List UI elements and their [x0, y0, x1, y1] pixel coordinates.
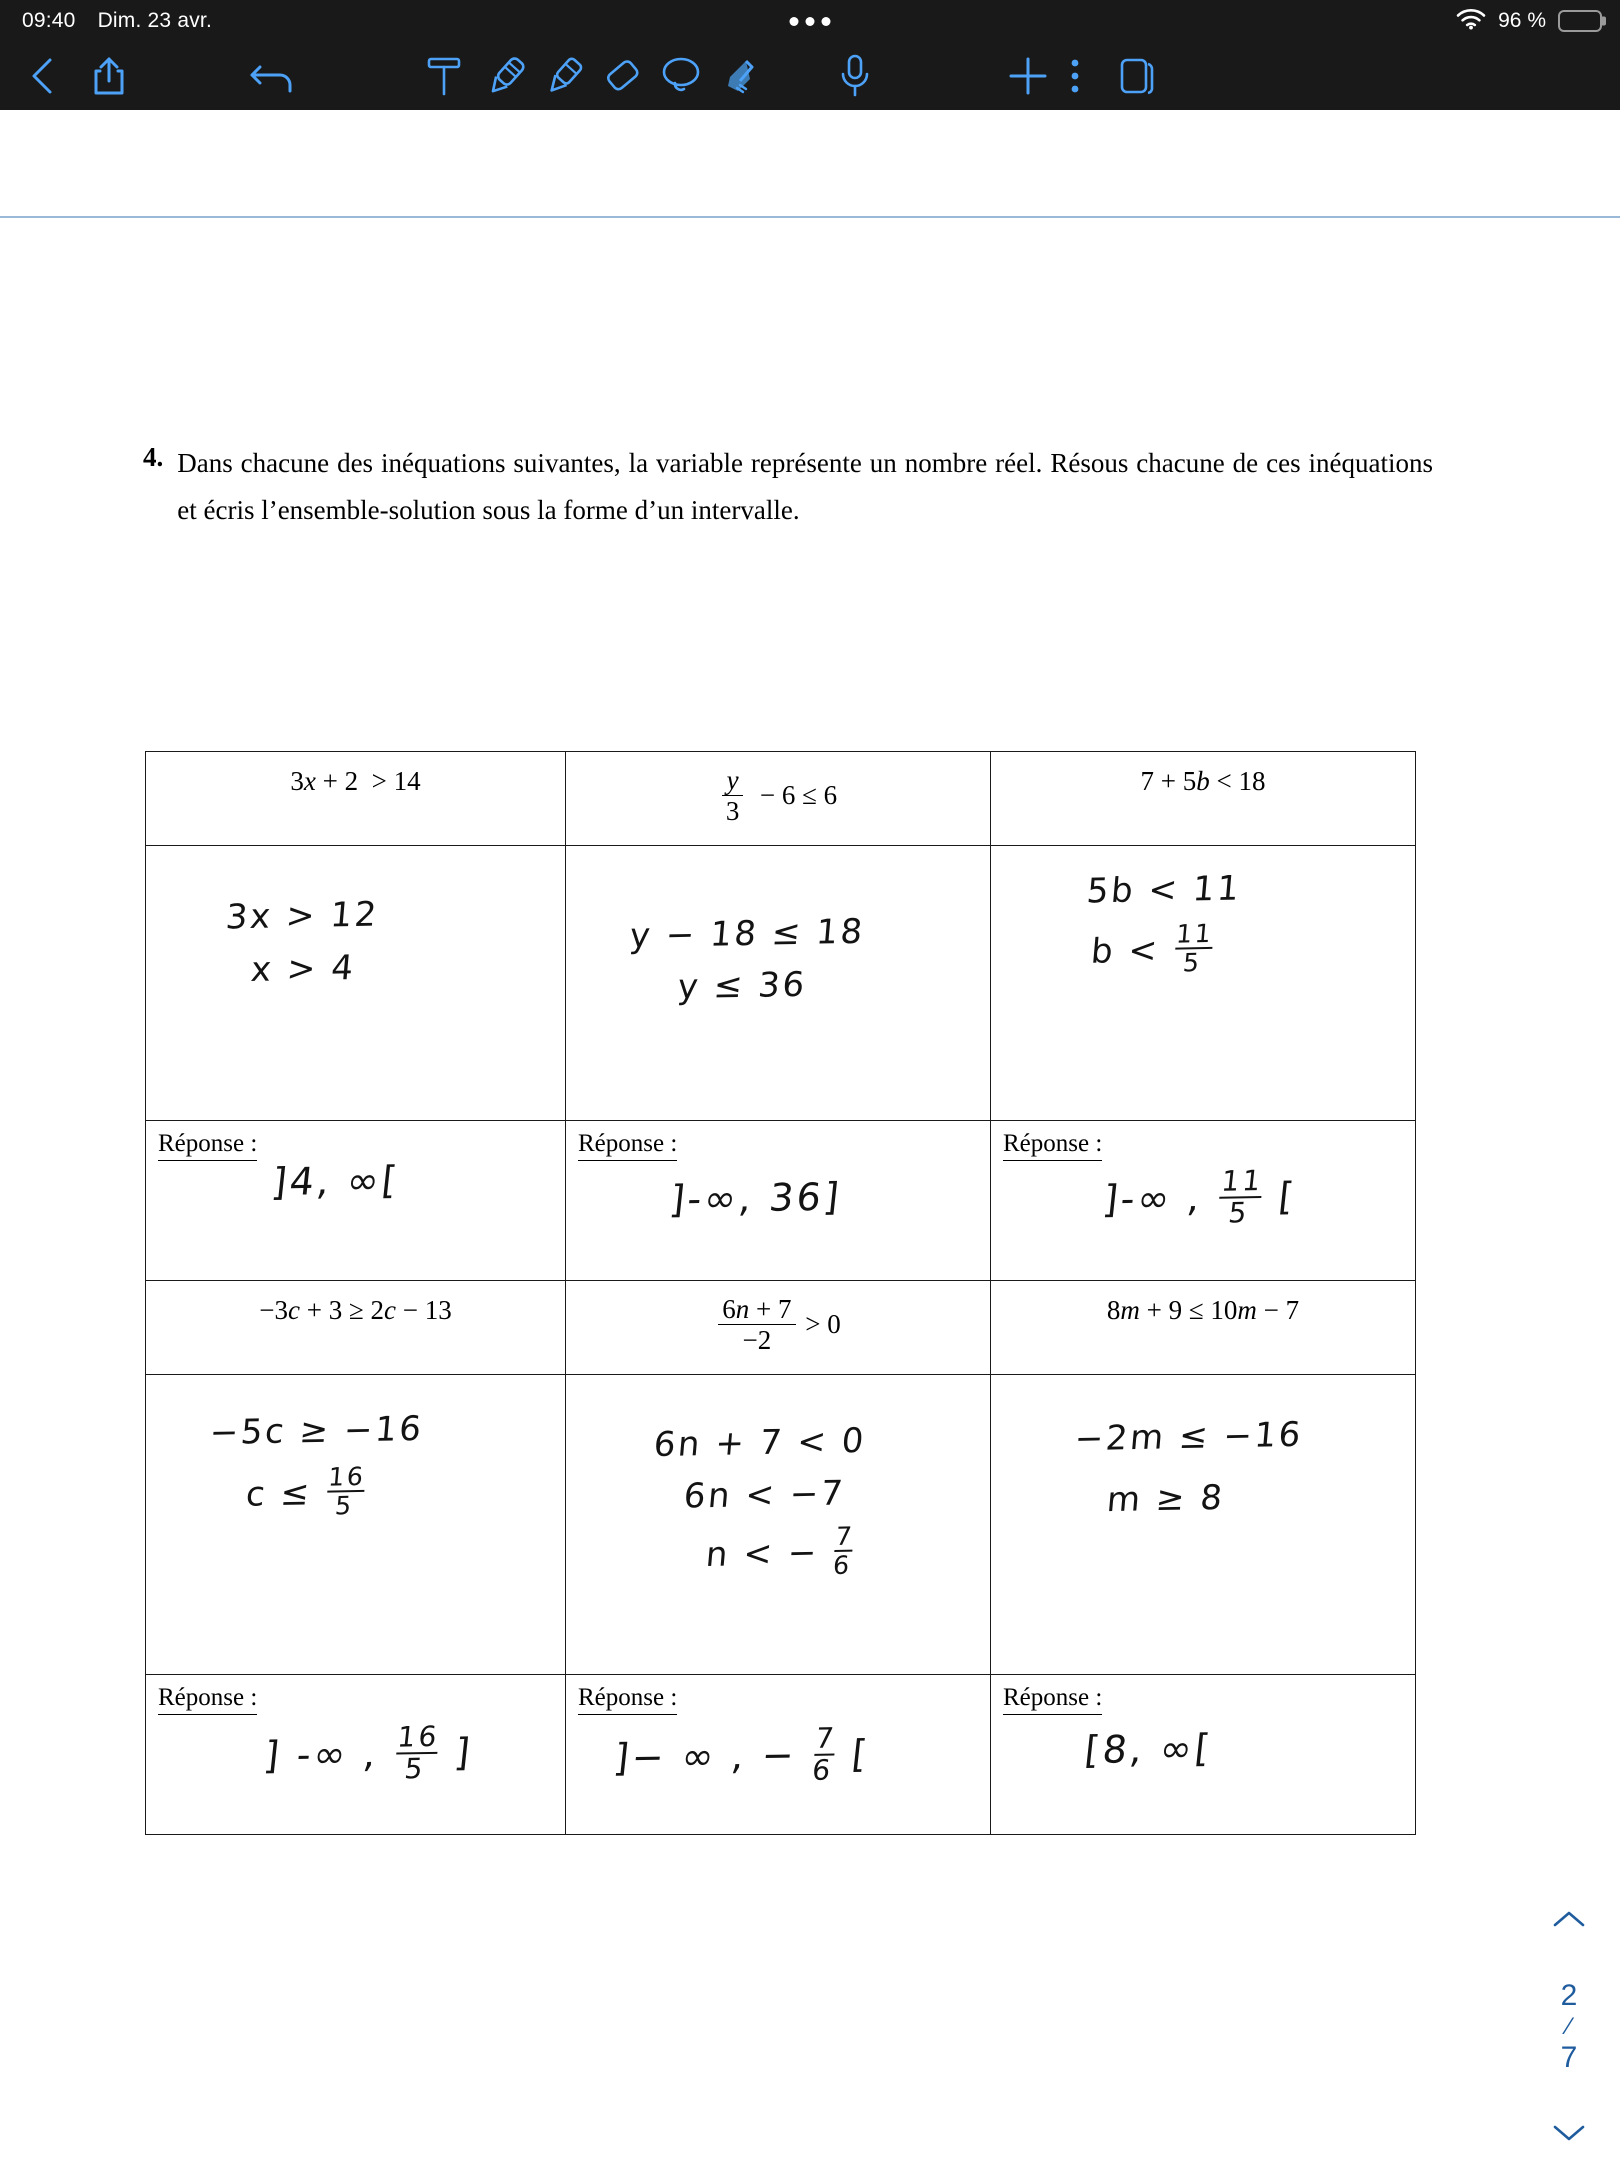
- handwritten-answer: ]-∞ , $\frac{11}{5}$ [: [1100, 1164, 1299, 1230]
- handwritten-answer: ]− ∞ , − $\frac{7}{6}$ [: [611, 1721, 873, 1787]
- answer-cell-d[interactable]: [146, 1675, 566, 1835]
- handwritten-fraction: $\frac{7}{6}$: [810, 1721, 839, 1787]
- work-cell-a[interactable]: [146, 846, 566, 1121]
- page-divider: [0, 216, 1620, 218]
- battery-full-icon: [1558, 10, 1602, 32]
- answer-label: Réponse :: [1003, 1684, 1102, 1715]
- handwritten-answer: [8, ∞[: [1082, 1726, 1216, 1773]
- handwriting-line: −5c ≥ −16: [208, 1409, 426, 1454]
- question-number: 4.: [143, 442, 164, 472]
- dot-icon: [790, 17, 799, 26]
- clock-time: 09:40: [22, 9, 76, 32]
- page-navigator: [1544, 1905, 1594, 2149]
- hand-tool-icon[interactable]: [716, 55, 758, 97]
- eraser-tool-icon[interactable]: [600, 54, 644, 98]
- handwriting-line: 6n < −7: [682, 1473, 847, 1517]
- current-page-number: 2: [1560, 1979, 1578, 2012]
- handwriting-line: 3x > 12: [224, 894, 381, 938]
- work-cell-c[interactable]: [991, 846, 1416, 1121]
- handwriting-line: 5b < 11: [1085, 868, 1243, 912]
- equation-cell-c: 7 + 5b < 18: [991, 752, 1416, 846]
- answer-cell-c[interactable]: [991, 1121, 1416, 1281]
- table-row-equations-2: [146, 1281, 1416, 1375]
- handwriting-line: y − 18 ≤ 18: [628, 911, 867, 957]
- handwritten-fraction: $\frac{7}{6}$: [831, 1521, 856, 1581]
- pages-icon[interactable]: [1118, 54, 1160, 98]
- wifi-icon: [1456, 8, 1486, 35]
- work-cell-b[interactable]: [566, 846, 991, 1121]
- answer-cell-b[interactable]: [566, 1121, 991, 1281]
- undo-arrow-icon[interactable]: [250, 57, 296, 95]
- work-cell-f[interactable]: [991, 1375, 1416, 1675]
- handwritten-fraction: $\frac{16}{5}$: [325, 1464, 367, 1521]
- document-canvas[interactable]: [0, 110, 1620, 2160]
- table-row-work-1: [146, 846, 1416, 1121]
- answer-label: Réponse :: [578, 1684, 677, 1715]
- share-up-icon[interactable]: [92, 55, 126, 97]
- chevron-left-icon[interactable]: [28, 56, 58, 96]
- equation-cell-d: −3c + 3 ≥ 2c − 13: [146, 1281, 566, 1375]
- equation-cell-a: 3x + 2 > 14: [146, 752, 566, 846]
- pen-tool-icon[interactable]: [484, 53, 528, 99]
- multitask-dots[interactable]: [790, 17, 831, 26]
- table-row-answers-1: [146, 1121, 1416, 1281]
- table-row-equations-1: [146, 752, 1416, 846]
- text-tool-icon[interactable]: [424, 54, 464, 98]
- answer-label: Réponse :: [158, 1130, 257, 1161]
- equation-cell-b: $\frac{y}{3}$ − 6 ≤ 6: [566, 752, 991, 846]
- exercise-table: [145, 751, 1416, 1835]
- answer-cell-e[interactable]: [566, 1675, 991, 1835]
- answer-label: Réponse :: [1003, 1130, 1102, 1161]
- handwriting-line: c ≤ $\frac{16}{5}$: [244, 1462, 367, 1522]
- handwritten-answer: ]-∞, 36]: [667, 1174, 845, 1222]
- handwritten-fraction: $\frac{16}{5}$: [392, 1722, 441, 1785]
- handwriting-line: n < − $\frac{7}{6}$: [704, 1521, 856, 1581]
- equation-cell-f: 8m + 9 ≤ 10m − 7: [991, 1281, 1416, 1375]
- dot-icon: [806, 17, 815, 26]
- vertical-dots-icon[interactable]: [1068, 56, 1082, 96]
- answer-label: Réponse :: [158, 1684, 257, 1715]
- handwritten-answer: ]4, ∞[: [269, 1158, 403, 1205]
- status-bar-left: [22, 9, 212, 33]
- battery-percent: 96 %: [1498, 9, 1546, 32]
- answer-cell-f[interactable]: [991, 1675, 1416, 1835]
- status-bar-right: [1456, 8, 1602, 35]
- handwriting-line: b < $\frac{11}{5}$: [1089, 918, 1215, 978]
- question-block: [143, 440, 1433, 533]
- total-page-number: 7: [1560, 2041, 1578, 2074]
- chevron-down-icon[interactable]: [1552, 2119, 1586, 2149]
- handwritten-answer: ] -∞ , $\frac{16}{5}$ ]: [261, 1720, 476, 1786]
- handwriting-line: m ≥ 8: [1105, 1478, 1227, 1521]
- handwriting-line: x > 4: [249, 948, 358, 991]
- date-label: Dim. 23 avr.: [97, 9, 212, 32]
- handwritten-fraction: $\frac{11}{5}$: [1172, 921, 1214, 978]
- question-text: Dans chacune des inéquations suivantes, la variable représente un nombre réel. Résous chacune de ces inéquations et écris l’ensemble-solution sous la forme d’un intervalle.: [177, 448, 1433, 525]
- plus-icon[interactable]: [1008, 56, 1048, 96]
- status-bar: [0, 0, 1620, 42]
- work-cell-e[interactable]: [566, 1375, 991, 1675]
- chevron-up-icon[interactable]: [1552, 1905, 1586, 1935]
- handwriting-line: −2m ≤ −16: [1073, 1415, 1305, 1460]
- table-row-work-2: [146, 1375, 1416, 1675]
- equation-cell-e: $\frac{6n + 7}{-2}$ > 0: [566, 1281, 991, 1375]
- lasso-tool-icon[interactable]: [658, 55, 704, 97]
- answer-cell-a[interactable]: [146, 1121, 566, 1281]
- dot-icon: [822, 17, 831, 26]
- table-row-answers-2: [146, 1675, 1416, 1835]
- page-separator: ⁄: [1566, 2013, 1571, 2040]
- handwriting-line: 6n + 7 < 0: [652, 1421, 868, 1466]
- handwritten-fraction: $\frac{11}{5}$: [1216, 1166, 1265, 1229]
- work-cell-d[interactable]: [146, 1375, 566, 1675]
- highlighter-tool-icon[interactable]: [542, 53, 586, 99]
- handwriting-line: y ≤ 36: [676, 964, 809, 1008]
- app-toolbar: [0, 42, 1620, 110]
- microphone-icon[interactable]: [838, 53, 872, 99]
- answer-label: Réponse :: [578, 1130, 677, 1161]
